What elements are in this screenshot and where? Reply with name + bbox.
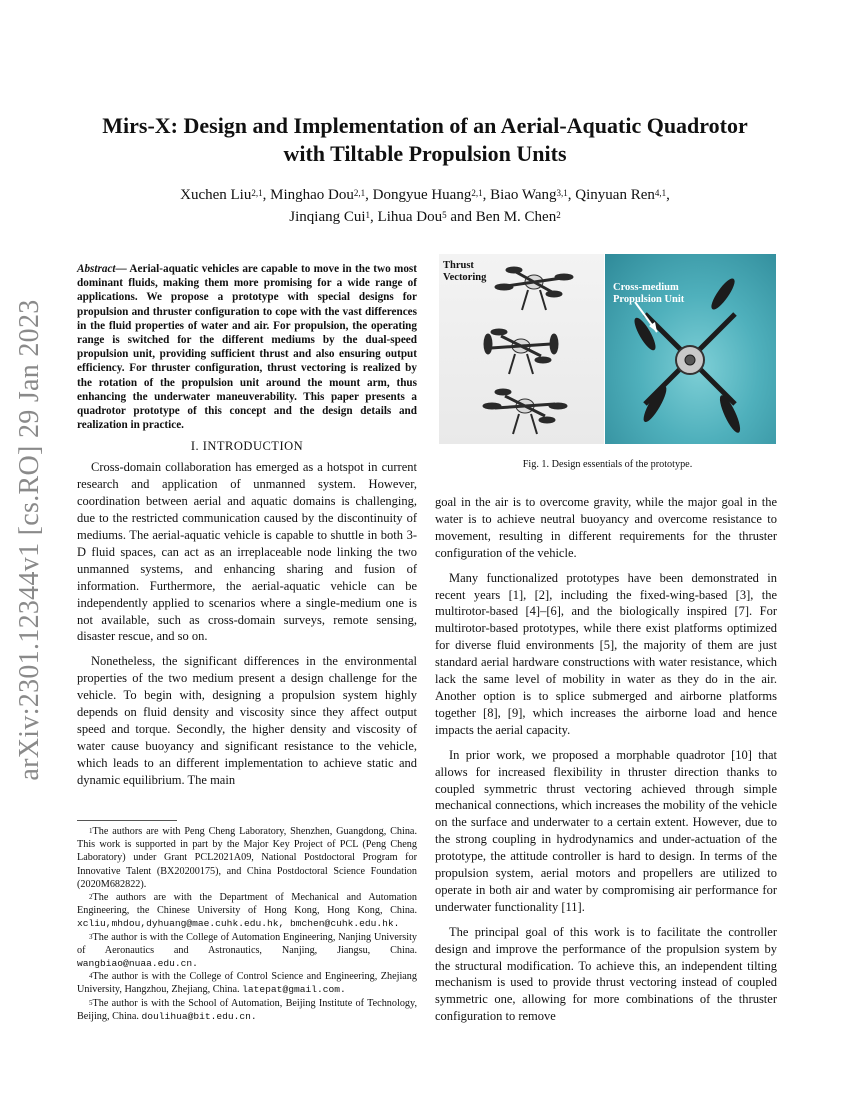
paragraph: The principal goal of this work is to facilitate the controller design and improve the performance of the propulsion system by the structural modification. To achieve this, an independent tilting mechanism is used to provide thrust vectoring instead of coupled symmetric one, allowing for more combinations of the thruster configuration to remove bbox=[435, 924, 777, 1024]
paper-title bbox=[70, 112, 780, 168]
abstract-lead: Abstract bbox=[77, 263, 116, 275]
author: Lihua Dou$^5$ and bbox=[377, 209, 476, 225]
footnote-email: xcliu,mhdou,dyhuang@mae.cuhk.edu.hk, bmchen@cuhk.edu.hk. bbox=[77, 918, 400, 930]
footnote: $^4$The author is with the College of Control Science and Engineering, Zhejiang University, Hangzhou, Zhejiang, China. latepat@gmail.com. bbox=[77, 971, 417, 996]
footnote-rule bbox=[77, 820, 177, 821]
footnote: $^3$The author is with the College of Automation Engineering, Nanjing University of Aeronautics and Astronautics, Nanjing, Jiangsu, China. wangbiao@nuaa.edu.cn. bbox=[77, 931, 417, 970]
paragraph: In prior work, we proposed a morphable quadrotor [10] that allows for increased flexibility in thruster direction thanks to coupled symmetric thrust vectoring achieved through simple mechanical connections, which increases the mobility of the vehicle on the surface and underwater to a certain extent. However, due to the strong coupling in hydrodynamics and under-actuation of the prototype, the attitude controller is hard to design. In terms of the propulsion system, aerial motors and propellers are utilized to operate in both air and water by compromising air performance for underwater functionality [11]. bbox=[435, 747, 777, 914]
author: Xuchen Liu$^{2,1}$, bbox=[180, 187, 271, 203]
author: Ben M. Chen$^2$ bbox=[475, 209, 561, 225]
footnote: $^5$The author is with the School of Automation, Beijing Institute of Technology, Beijing, China. doulihua@bit.edu.cn. bbox=[77, 997, 417, 1022]
left-column bbox=[77, 262, 417, 797]
footnote-email: doulihua@bit.edu.cn. bbox=[141, 1010, 257, 1022]
paragraph: Nonetheless, the significant differences in the environmental properties of the two medium present a design challenge for the vehicle. To begin with, designing a propulsion system highly depends on fluid density and viscosity since they affect output speed and torque. Secondly, the higher density and viscosity of water cause buoyancy and significant resistance to the vehicle, which leads to an different implementation to achieve static and dynamic equilibrium. The main bbox=[77, 654, 417, 787]
paragraph: Cross-domain collaboration has emerged as a hotspot in current research and application of unmanned system. However, coordination between aerial and aquatic domains is challenging, due to the restricted communication caused by the discontinuity of mediums. The aerial-aquatic vehicle is capable to shuttle in both 3-D fluid spaces, can act as an irreplaceable node linking the two unmanned systems, and enhancing sharing and fusion of information. Furthermore, the aerial-aquatic vehicle can be independently applied to scenarios where a single-medium one is not available, such as cross-domain surveys, remote sensing, disaster rescue, and so on. bbox=[77, 460, 417, 644]
figure-thrust-vectoring-panel bbox=[439, 254, 604, 444]
footnote-email: latepat@gmail.com. bbox=[242, 984, 346, 996]
figure-1 bbox=[439, 254, 776, 444]
author: Minghao Dou$^{2,1}$, bbox=[270, 187, 373, 203]
figure-cross-medium-panel bbox=[605, 254, 776, 444]
author: Jinqiang Cui$^1$, bbox=[289, 209, 378, 225]
arxiv-side-stamp bbox=[10, 300, 50, 780]
figure-caption: Fig. 1. Design essentials of the prototype. bbox=[522, 459, 693, 470]
figure-label-thrust-vectoring: Thrust Vectoring bbox=[443, 260, 487, 283]
title-line-2: with Tiltable Propulsion Units bbox=[283, 141, 567, 166]
author: Qinyuan Ren$^{4,1}$, bbox=[575, 187, 670, 203]
author: Biao Wang$^{3,1}$, bbox=[490, 187, 576, 203]
abstract-body: — Aerial-aquatic vehicles are capable to move in the two most dominant fluids, making them more promising for a wide range of applications. We propose a prototype with special designs for propulsion and thruster configuration to cope with the vast differences in the fluid properties of water and air. For propulsion, the operating range is switched for the different mediums by the dual-speed propulsion unit, providing sufficient thrust and also ensuring output efficiency. For thruster configuration, thrust vectoring is realized by the rotation of the propulsion unit around the mount arm, thus enhancing the underwater maneuverability. This paper presents a quadrotor prototype of this concept and the design details and realization in practice. bbox=[77, 263, 417, 432]
footnote: $^2$The authors are with the Department of Mechanical and Automation Engineering, the Chinese University of Hong Kong, Hong Kong, China. xcliu,mhdou,dyhuang@mae.cuhk.edu.hk, bmchen@cuhk.edu.hk. bbox=[77, 892, 417, 930]
arxiv-stamp-text: arXiv:2301.12344v1 [cs.RO] 29 Jan 2023 bbox=[14, 299, 45, 781]
footnotes bbox=[77, 820, 417, 1023]
title-line-1: Mirs-X: Design and Implementation of an Aerial-Aquatic Quadrotor bbox=[102, 113, 748, 138]
figure-label-cross-medium: Cross-medium Propulsion Unit bbox=[613, 282, 685, 305]
footnote-email: wangbiao@nuaa.edu.cn. bbox=[77, 958, 198, 970]
paragraph: Many functionalized prototypes have been demonstrated in recent years [1], [2], including the fixed-wing-based [3], the multirotor-based [4]–[6], and the biologically inspired [7]. For multirotor-based prototypes, while there exist platforms optimized for diverse fluid environments [5], the majority of them are just standard aerial hardware constructions with water resistance, which lack the same level of mobility in water as they do in the air. Another option is to splice submerged and airborne platforms together [8], [9], which increases the airborne load and hence impacts the aerial capacity. bbox=[435, 570, 777, 737]
section-heading-introduction: I. INTRODUCTION bbox=[190, 439, 304, 454]
author-list bbox=[90, 184, 760, 228]
abstract bbox=[77, 262, 417, 432]
right-column bbox=[435, 494, 777, 1033]
author: Dongyue Huang$^{2,1}$, bbox=[372, 187, 491, 203]
paragraph: goal in the air is to overcome gravity, while the major goal in the water is to achieve neutral buoyancy and overcome resistance to movement, resulting in different requirements for the thruster configuration of the vehicle. bbox=[435, 495, 777, 560]
footnote: $^1$The authors are with Peng Cheng Laboratory, Shenzhen, Guangdong, China. This work is supported in part by the Major Key Project of PCL (Peng Cheng Laboratory) under Grant PCL2021A09, National Postdoctoral Program for Innovative Talent (BX20200175), and China Postdoctoral Science Foundation (2020M682822). bbox=[77, 826, 417, 890]
